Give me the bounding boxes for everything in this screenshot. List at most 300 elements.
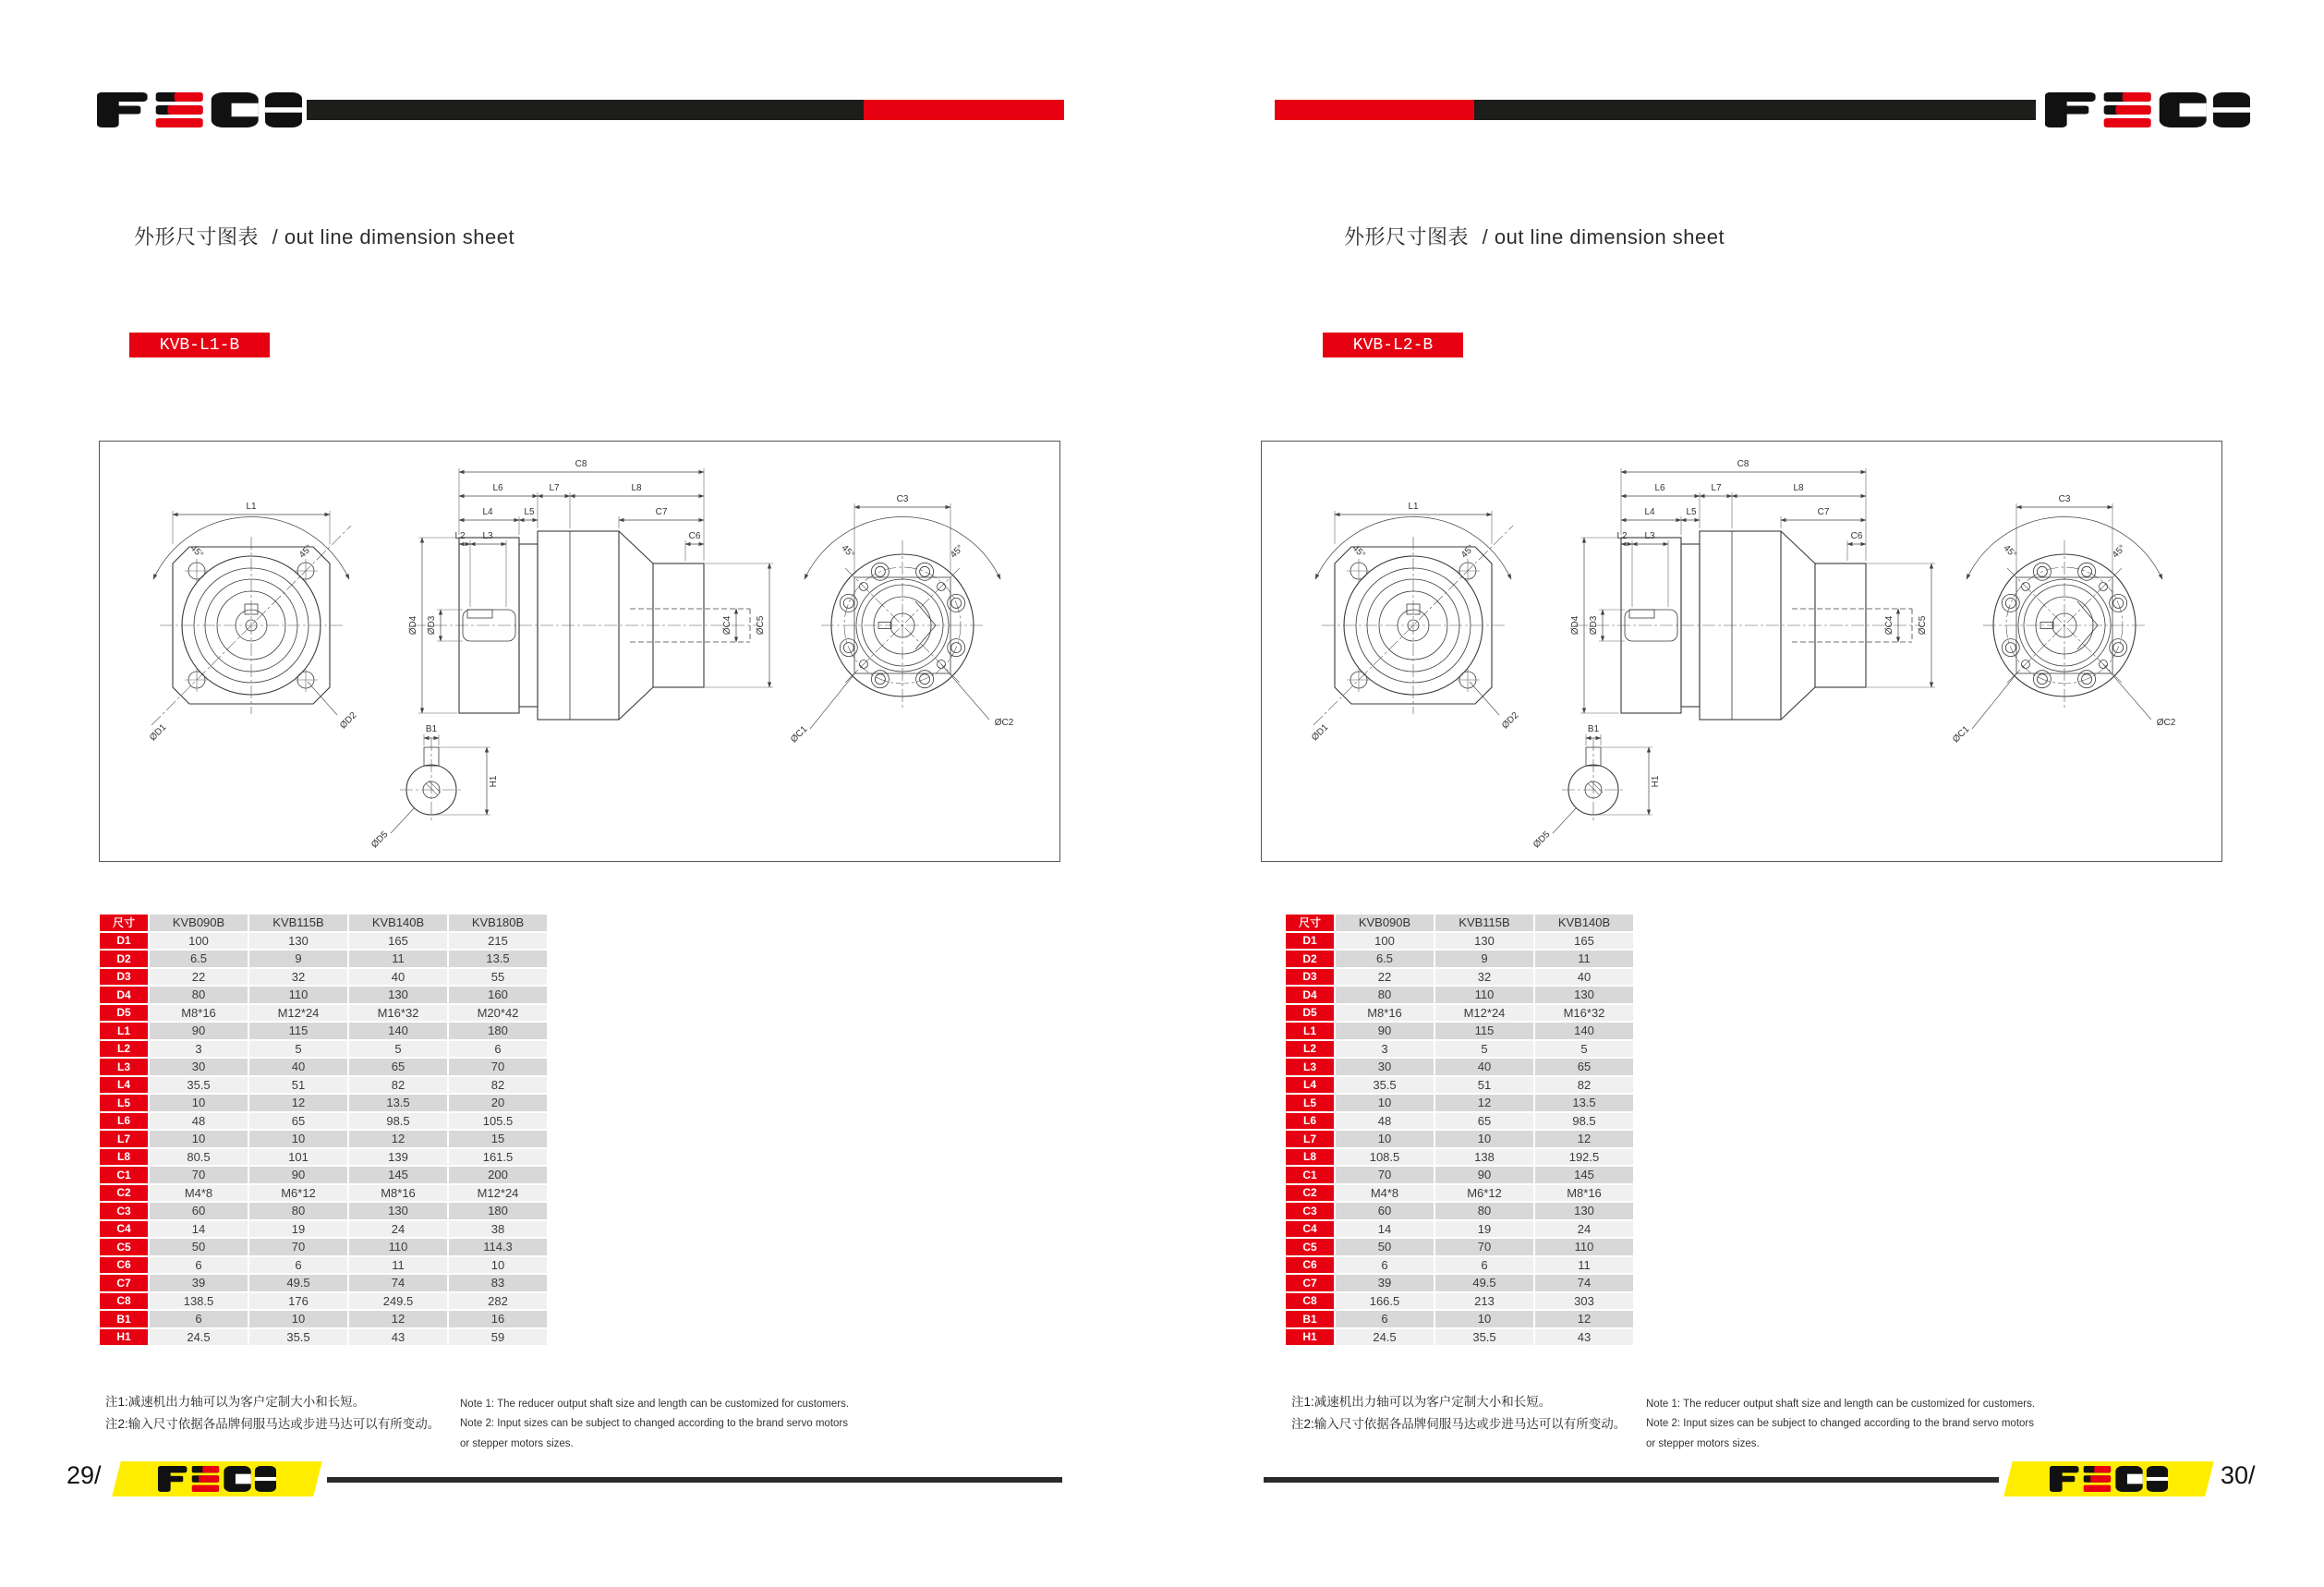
table-cell-val: 5 xyxy=(348,1040,448,1059)
table-cell-val: 249.5 xyxy=(348,1292,448,1311)
table-cell-val: 43 xyxy=(1534,1328,1634,1347)
table-cell-val: 90 xyxy=(248,1166,348,1184)
table-row xyxy=(99,1166,548,1184)
table-cell-val: 40 xyxy=(1534,968,1634,987)
table-cell-val: 108.5 xyxy=(1335,1148,1434,1167)
table-cell-val: 130 xyxy=(348,986,448,1004)
dim-label-L4: L4 xyxy=(482,507,493,517)
table-cell-col-h: KVB115B xyxy=(248,914,348,932)
table-cell-val: 38 xyxy=(448,1220,548,1239)
note-cn-2: 注2:输入尺寸依据各品牌伺服马达或步进马达可以有所变动。 xyxy=(1291,1416,1627,1431)
table-cell-val: M8*16 xyxy=(1335,1004,1434,1023)
table-cell-val: 12 xyxy=(1534,1310,1634,1328)
table-row xyxy=(1285,1310,1634,1328)
note-en-3: or stepper motors sizes. xyxy=(1646,1437,1760,1449)
table-cell-val: 6 xyxy=(248,1256,348,1275)
table-row xyxy=(99,1094,548,1112)
table-cell-label: L6 xyxy=(1285,1112,1335,1131)
table-cell-val: 160 xyxy=(448,986,548,1004)
dim-label-H1: H1 xyxy=(489,775,499,788)
table-cell-label: C5 xyxy=(1285,1238,1335,1256)
table-header-row xyxy=(99,914,548,932)
dim-label-45-left2: 45° xyxy=(839,542,857,561)
table-cell-val: 13.5 xyxy=(448,950,548,968)
table-cell-val: 115 xyxy=(1434,1022,1534,1040)
table-cell-label: C6 xyxy=(99,1256,149,1275)
table-cell-val: 70 xyxy=(1434,1238,1534,1256)
table-cell-val: 9 xyxy=(1434,950,1534,968)
table-cell-val: 110 xyxy=(1534,1238,1634,1256)
table-cell-label: L7 xyxy=(99,1130,149,1148)
page-title-en: / out line dimension sheet xyxy=(1482,225,1725,248)
header-bar-black xyxy=(307,100,864,120)
notes-chinese xyxy=(1291,1391,1626,1435)
table-row xyxy=(1285,1328,1634,1347)
table-cell-val: 22 xyxy=(1335,968,1434,987)
table-cell-val: 6 xyxy=(1335,1310,1434,1328)
table-cell-val: 139 xyxy=(348,1148,448,1167)
dim-label-C3: C3 xyxy=(896,494,909,504)
model-badge: KVB-L1-B xyxy=(129,333,270,357)
table-cell-val: 83 xyxy=(448,1274,548,1292)
table-cell-label: D3 xyxy=(1285,968,1335,987)
table-cell-val: 176 xyxy=(248,1292,348,1311)
table-cell-val: 6 xyxy=(1335,1256,1434,1275)
footer-rule xyxy=(327,1477,1062,1483)
table-cell-val: 39 xyxy=(1335,1274,1434,1292)
table-cell-val: 82 xyxy=(348,1076,448,1095)
table-row xyxy=(99,1148,548,1167)
table-cell-val: 49.5 xyxy=(1434,1274,1534,1292)
table-cell-val: 35.5 xyxy=(248,1328,348,1347)
table-cell-val: 130 xyxy=(1434,932,1534,951)
table-cell-val: 43 xyxy=(348,1328,448,1347)
table-cell-label: C1 xyxy=(1285,1166,1335,1184)
table-cell-label: C7 xyxy=(1285,1274,1335,1292)
table-cell-val: 145 xyxy=(1534,1166,1634,1184)
table-cell-val: 282 xyxy=(448,1292,548,1311)
table-cell-val: 10 xyxy=(1335,1094,1434,1112)
table-row xyxy=(99,1004,548,1023)
table-cell-val: 12 xyxy=(348,1310,448,1328)
table-cell-val: 6 xyxy=(448,1040,548,1059)
dim-label-L5: L5 xyxy=(524,507,535,517)
table-cell-label: L4 xyxy=(1285,1076,1335,1095)
table-cell-val: 70 xyxy=(1335,1166,1434,1184)
table-cell-val: M8*16 xyxy=(1534,1184,1634,1203)
footer-rule xyxy=(1264,1477,1999,1483)
table-cell-val: 140 xyxy=(348,1022,448,1040)
table-cell-val: M4*8 xyxy=(1335,1184,1434,1203)
table-cell-val: 6 xyxy=(149,1310,248,1328)
table-row xyxy=(99,1220,548,1239)
table-cell-val: 6.5 xyxy=(149,950,248,968)
table-cell-val: 6 xyxy=(149,1256,248,1275)
table-cell-val: 6.5 xyxy=(1335,950,1434,968)
table-cell-val: 19 xyxy=(248,1220,348,1239)
table-cell-label: D5 xyxy=(99,1004,149,1023)
table-cell-val: 65 xyxy=(1434,1112,1534,1131)
table-cell-val: 11 xyxy=(1534,1256,1634,1275)
table-row xyxy=(99,1040,548,1059)
note-cn-2: 注2:输入尺寸依据各品牌伺服马达或步进马达可以有所变动。 xyxy=(105,1416,441,1431)
table-cell-val: M16*32 xyxy=(1534,1004,1634,1023)
table-row xyxy=(1285,1058,1634,1076)
table-cell-val: 180 xyxy=(448,1022,548,1040)
table-cell-val: 145 xyxy=(348,1166,448,1184)
table-row xyxy=(1285,1076,1634,1095)
footer-logo-band xyxy=(112,1461,321,1496)
header-bar-red xyxy=(864,100,1064,120)
table-cell-label: C4 xyxy=(99,1220,149,1239)
table-cell-label-h: 尺寸 xyxy=(99,914,149,932)
table-cell-label: C4 xyxy=(1285,1220,1335,1239)
table-cell-val: 40 xyxy=(248,1058,348,1076)
table-cell-label: B1 xyxy=(1285,1310,1335,1328)
header-bar-red xyxy=(1275,100,1474,120)
table-cell-val: 12 xyxy=(248,1094,348,1112)
table-cell-val: 10 xyxy=(149,1094,248,1112)
table-row xyxy=(99,968,548,987)
table-cell-label: L2 xyxy=(99,1040,149,1059)
table-cell-val: 110 xyxy=(248,986,348,1004)
table-row xyxy=(99,986,548,1004)
table-cell-val: 51 xyxy=(248,1076,348,1095)
table-cell-val: M16*32 xyxy=(348,1004,448,1023)
table-cell-val: 100 xyxy=(149,932,248,951)
table-row xyxy=(99,1112,548,1131)
table-row xyxy=(99,1022,548,1040)
table-cell-val: 10 xyxy=(248,1130,348,1148)
note-cn-1: 注1:减速机出力轴可以为客户定制大小和长短。 xyxy=(105,1395,366,1409)
table-cell-val: 90 xyxy=(1335,1022,1434,1040)
table-cell-val: 80 xyxy=(149,986,248,1004)
table-row xyxy=(1285,1130,1634,1148)
page-number: 30/ xyxy=(2221,1461,2256,1489)
table-cell-val: 130 xyxy=(248,932,348,951)
table-cell-col-h: KVB115B xyxy=(1434,914,1534,932)
table-cell-label: L6 xyxy=(99,1112,149,1131)
table-cell-label-h: 尺寸 xyxy=(1285,914,1335,932)
dim-label-C7: C7 xyxy=(655,507,668,517)
table-row xyxy=(99,950,548,968)
table-cell-val: 80 xyxy=(248,1202,348,1220)
table-cell-val: 35.5 xyxy=(1434,1328,1534,1347)
table-cell-val: 50 xyxy=(1335,1238,1434,1256)
table-cell-label: D1 xyxy=(1285,932,1335,951)
table-row xyxy=(1285,1004,1634,1023)
dim-label-45-right: 45° xyxy=(297,542,315,561)
dim-label-C8: C8 xyxy=(575,459,587,469)
table-cell-val: M8*16 xyxy=(149,1004,248,1023)
table-cell-val: 15 xyxy=(448,1130,548,1148)
table-cell-label: B1 xyxy=(99,1310,149,1328)
table-row xyxy=(99,1328,548,1347)
table-cell-col-h: KVB180B xyxy=(448,914,548,932)
table-row xyxy=(1285,986,1634,1004)
dim-label-C5: ØC5 xyxy=(756,615,766,636)
table-cell-label: D5 xyxy=(1285,1004,1335,1023)
table-cell-label: L2 xyxy=(1285,1040,1335,1059)
table-cell-val: 101 xyxy=(248,1148,348,1167)
table-cell-val: 60 xyxy=(149,1202,248,1220)
dim-label-D4: ØD4 xyxy=(408,615,418,636)
table-cell-val: 90 xyxy=(149,1022,248,1040)
table-cell-val: 130 xyxy=(1534,986,1634,1004)
table-cell-label: D4 xyxy=(1285,986,1335,1004)
dim-label-45-left: 45° xyxy=(188,542,206,561)
table-cell-val: 90 xyxy=(1434,1166,1534,1184)
page-title-en: / out line dimension sheet xyxy=(272,225,515,248)
table-cell-val: 10 xyxy=(448,1256,548,1275)
table-cell-val: 180 xyxy=(448,1202,548,1220)
table-cell-label: C8 xyxy=(1285,1292,1335,1311)
table-cell-label: C6 xyxy=(1285,1256,1335,1275)
table-cell-val: 138.5 xyxy=(149,1292,248,1311)
table-cell-val: 110 xyxy=(1434,986,1534,1004)
table-cell-val: 5 xyxy=(248,1040,348,1059)
table-cell-val: 213 xyxy=(1434,1292,1534,1311)
table-cell-val: 70 xyxy=(248,1238,348,1256)
table-cell-val: 303 xyxy=(1534,1292,1634,1311)
table-cell-val: 10 xyxy=(1434,1310,1534,1328)
table-cell-val: 24.5 xyxy=(149,1328,248,1347)
table-cell-val: 3 xyxy=(149,1040,248,1059)
table-cell-val: 12 xyxy=(1534,1130,1634,1148)
table-row xyxy=(99,1310,548,1328)
page-title xyxy=(134,222,514,250)
table-cell-label: H1 xyxy=(99,1328,149,1347)
table-cell-val: 59 xyxy=(448,1328,548,1347)
table-cell-val: 80 xyxy=(1335,986,1434,1004)
table-cell-val: 11 xyxy=(348,950,448,968)
table-cell-val: 12 xyxy=(1434,1094,1534,1112)
feco-logo xyxy=(2045,92,2250,127)
table-cell-val: 9 xyxy=(248,950,348,968)
table-cell-val: 100 xyxy=(1335,932,1434,951)
table-cell-val: 98.5 xyxy=(1534,1112,1634,1131)
table-row xyxy=(1285,1022,1634,1040)
page-title-cn: 外形尺寸图表 xyxy=(1344,225,1470,248)
front-view xyxy=(148,502,359,743)
feco-logo xyxy=(97,92,302,127)
dim-label-C6: C6 xyxy=(688,531,701,541)
table-cell-val: 10 xyxy=(1434,1130,1534,1148)
feco-logo-footer xyxy=(2050,1466,2168,1492)
table-row xyxy=(1285,1166,1634,1184)
table-cell-val: 32 xyxy=(1434,968,1534,987)
note-en-2: Note 2: Input sizes can be subject to changed according to the brand servo motors xyxy=(1646,1418,2034,1430)
table-cell-val: 24 xyxy=(348,1220,448,1239)
table-cell-val: 35.5 xyxy=(149,1076,248,1095)
table-cell-val: 165 xyxy=(1534,932,1634,951)
dim-label-L6: L6 xyxy=(492,483,503,493)
table-cell-val: 48 xyxy=(1335,1112,1434,1131)
table-cell-label: L5 xyxy=(1285,1094,1335,1112)
table-cell-val: 70 xyxy=(448,1058,548,1076)
note-en-3: or stepper motors sizes. xyxy=(460,1437,574,1449)
table-row xyxy=(1285,1112,1634,1131)
table-cell-val: 140 xyxy=(1534,1022,1634,1040)
table-cell-val: 35.5 xyxy=(1335,1076,1434,1095)
table-cell-val: 32 xyxy=(248,968,348,987)
table-row xyxy=(1285,932,1634,951)
dimension-drawing xyxy=(99,441,1060,862)
table-row xyxy=(1285,1292,1634,1311)
table-cell-val: 30 xyxy=(149,1058,248,1076)
table-cell-val: 24 xyxy=(1534,1220,1634,1239)
table-cell-val: 6 xyxy=(1434,1256,1534,1275)
table-cell-val: 20 xyxy=(448,1094,548,1112)
table-cell-val: 24.5 xyxy=(1335,1328,1434,1347)
table-cell-val: 65 xyxy=(348,1058,448,1076)
table-cell-label: L1 xyxy=(99,1022,149,1040)
page-title-cn: 外形尺寸图表 xyxy=(134,225,260,248)
dim-label-L3: L3 xyxy=(482,531,493,541)
table-row xyxy=(1285,950,1634,968)
table-cell-val: M12*24 xyxy=(448,1184,548,1203)
table-row xyxy=(99,1202,548,1220)
table-cell-val: 39 xyxy=(149,1274,248,1292)
table-cell-label: D2 xyxy=(99,950,149,968)
table-cell-label: C3 xyxy=(99,1202,149,1220)
table-cell-val: M12*24 xyxy=(248,1004,348,1023)
feco-logo-footer xyxy=(158,1466,276,1492)
dim-label-L2: L2 xyxy=(454,531,466,541)
table-cell-val: 215 xyxy=(448,932,548,951)
table-cell-val: 12 xyxy=(348,1130,448,1148)
table-cell-val: M20*42 xyxy=(448,1004,548,1023)
table-cell-val: 55 xyxy=(448,968,548,987)
footer-logo-band xyxy=(2003,1461,2213,1496)
table-row xyxy=(1285,1274,1634,1292)
table-cell-label: C2 xyxy=(1285,1184,1335,1203)
table-row xyxy=(1285,1256,1634,1275)
table-cell-label: L7 xyxy=(1285,1130,1335,1148)
table-cell-val: 65 xyxy=(248,1112,348,1131)
shaft-detail-view xyxy=(369,724,499,850)
rear-view xyxy=(789,494,1014,745)
table-cell-label: L8 xyxy=(99,1148,149,1167)
table-cell-val: 10 xyxy=(1335,1130,1434,1148)
table-cell-col-h: KVB090B xyxy=(149,914,248,932)
table-cell-val: 130 xyxy=(1534,1202,1634,1220)
gearbox-drawing xyxy=(100,442,1060,862)
page-number: 29/ xyxy=(67,1461,102,1489)
table-row xyxy=(99,1076,548,1095)
table-row xyxy=(1285,1202,1634,1220)
table-cell-label: L4 xyxy=(99,1076,149,1095)
table-cell-val: M12*24 xyxy=(1434,1004,1534,1023)
table-cell-col-h: KVB140B xyxy=(1534,914,1634,932)
table-row xyxy=(1285,1040,1634,1059)
table-cell-val: 82 xyxy=(1534,1076,1634,1095)
table-cell-val: 40 xyxy=(1434,1058,1534,1076)
table-cell-val: 114.3 xyxy=(448,1238,548,1256)
table-cell-val: M6*12 xyxy=(248,1184,348,1203)
table-cell-val: 130 xyxy=(348,1202,448,1220)
table-row xyxy=(99,932,548,951)
dim-label-D1: ØD1 xyxy=(148,722,169,744)
section-view xyxy=(408,459,773,720)
dim-label-C2: ØC2 xyxy=(994,718,1014,728)
table-cell-val: 105.5 xyxy=(448,1112,548,1131)
table-cell-val: M8*16 xyxy=(348,1184,448,1203)
table-cell-val: 60 xyxy=(1335,1202,1434,1220)
table-row xyxy=(1285,1148,1634,1167)
table-row xyxy=(1285,1184,1634,1203)
dim-label-D5: ØD5 xyxy=(369,830,391,851)
table-cell-label: D2 xyxy=(1285,950,1335,968)
dimension-table xyxy=(98,913,549,1347)
dim-label-B1: B1 xyxy=(425,724,438,734)
dim-label-L1: L1 xyxy=(246,502,257,512)
table-cell-label: L1 xyxy=(1285,1022,1335,1040)
header-bar xyxy=(307,100,1064,120)
table-cell-val: 11 xyxy=(1534,950,1634,968)
table-cell-label: C8 xyxy=(99,1292,149,1311)
table-row xyxy=(1285,1238,1634,1256)
dim-label-C4: ØC4 xyxy=(722,615,732,636)
table-cell-val: 11 xyxy=(348,1256,448,1275)
table-cell-label: C2 xyxy=(99,1184,149,1203)
table-row xyxy=(99,1058,548,1076)
table-cell-label: D1 xyxy=(99,932,149,951)
table-row xyxy=(99,1292,548,1311)
notes-english xyxy=(460,1395,849,1454)
table-cell-val: 51 xyxy=(1434,1076,1534,1095)
table-row xyxy=(99,1184,548,1203)
dimension-table xyxy=(1284,913,1635,1347)
page-title xyxy=(1344,222,1725,250)
dim-label-L7: L7 xyxy=(549,483,560,493)
table-cell-label: L5 xyxy=(99,1094,149,1112)
table-cell-val: 115 xyxy=(248,1022,348,1040)
table-cell-val: 30 xyxy=(1335,1058,1434,1076)
table-cell-label: L3 xyxy=(99,1058,149,1076)
table-cell-val: 165 xyxy=(348,932,448,951)
header-bar-black xyxy=(1474,100,2036,120)
dimension-drawing xyxy=(1261,441,2222,862)
table-cell-val: 5 xyxy=(1534,1040,1634,1059)
table-cell-val: 65 xyxy=(1534,1058,1634,1076)
note-en-2: Note 2: Input sizes can be subject to changed according to the brand servo motors xyxy=(460,1418,848,1430)
table-row xyxy=(99,1238,548,1256)
table-cell-label: C1 xyxy=(99,1166,149,1184)
table-cell-label: C7 xyxy=(99,1274,149,1292)
table-cell-val: 10 xyxy=(248,1310,348,1328)
table-cell-val: 82 xyxy=(448,1076,548,1095)
dim-label-C1: ØC1 xyxy=(789,724,810,745)
table-cell-val: 16 xyxy=(448,1310,548,1328)
table-cell-label: C3 xyxy=(1285,1202,1335,1220)
table-header-row xyxy=(1285,914,1634,932)
table-cell-val: 70 xyxy=(149,1166,248,1184)
table-row xyxy=(1285,1220,1634,1239)
table-cell-val: 48 xyxy=(149,1112,248,1131)
table-cell-col-h: KVB090B xyxy=(1335,914,1434,932)
table-cell-val: 110 xyxy=(348,1238,448,1256)
table-cell-val: 22 xyxy=(149,968,248,987)
table-cell-val: 5 xyxy=(1434,1040,1534,1059)
table-cell-val: 192.5 xyxy=(1534,1148,1634,1167)
page-30 xyxy=(1162,0,2324,1587)
table-cell-label: D4 xyxy=(99,986,149,1004)
table-cell-val: 50 xyxy=(149,1238,248,1256)
table-cell-col-h: KVB140B xyxy=(348,914,448,932)
table-cell-val: M4*8 xyxy=(149,1184,248,1203)
table-row xyxy=(1285,1094,1634,1112)
